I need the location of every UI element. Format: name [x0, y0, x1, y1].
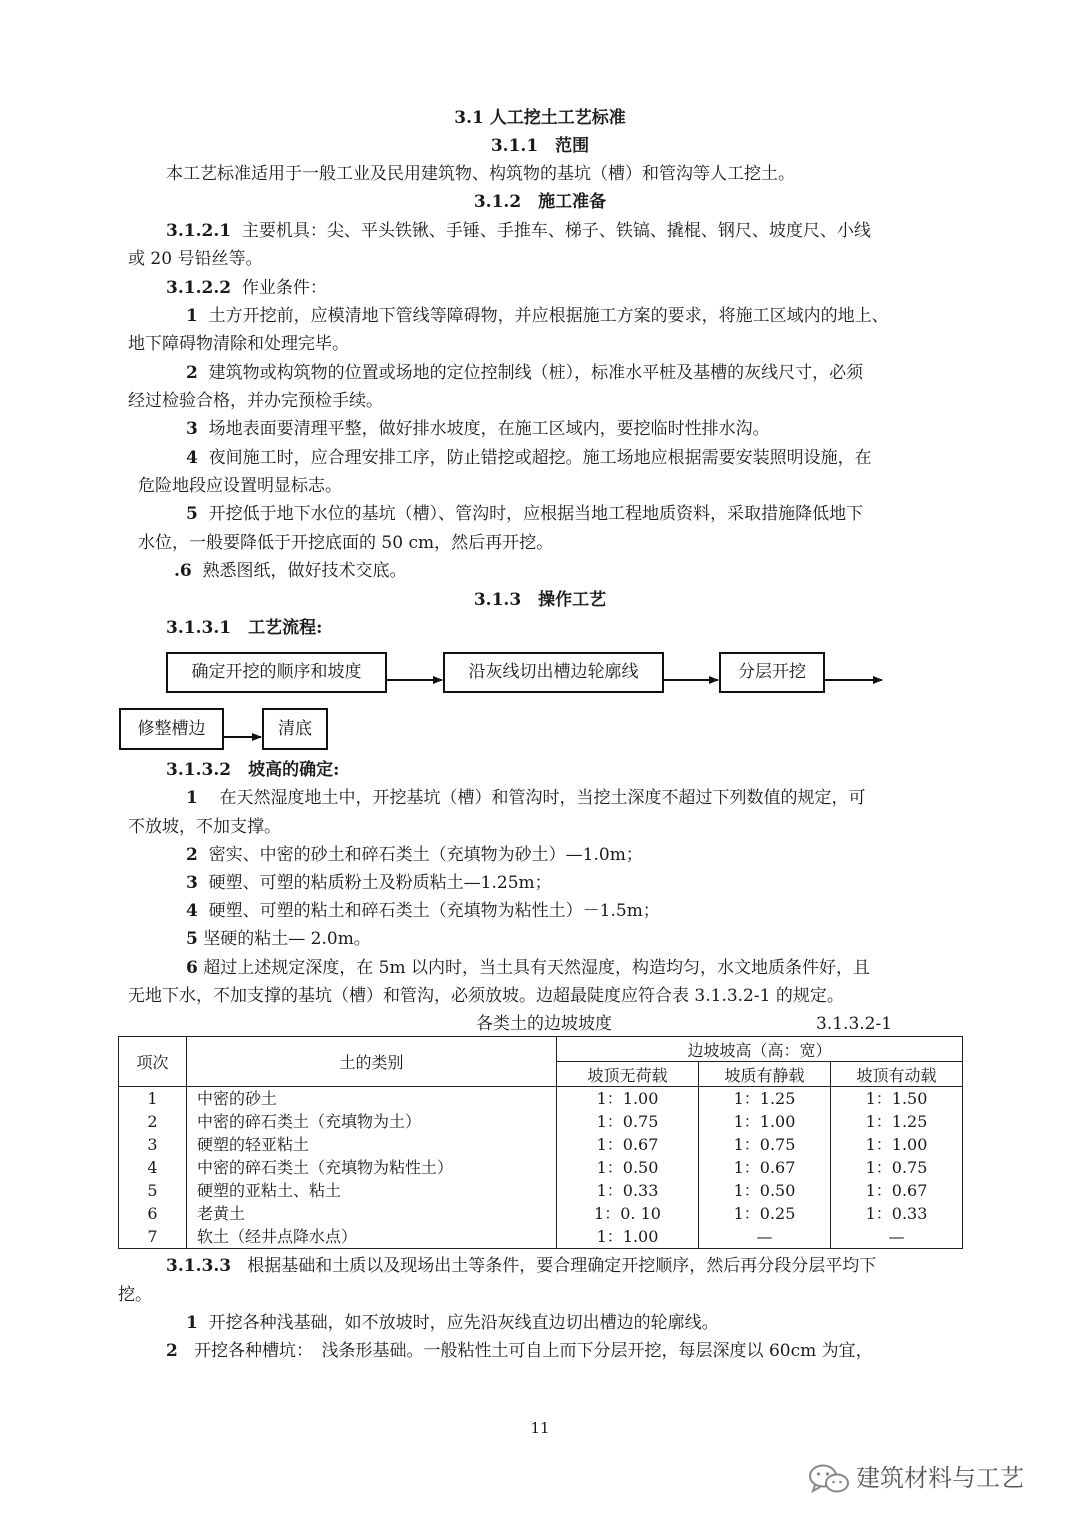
- cell: 1：0.67: [557, 1133, 699, 1156]
- col-header-sub: 坡质有静载: [699, 1062, 831, 1087]
- item-text: 密实、中密的砂土和碎石类土（充填物为砂土）—1.0m；: [208, 845, 643, 865]
- item-number: 5: [186, 929, 198, 949]
- slope-table: [118, 1036, 963, 1249]
- col-header-sub: 坡顶有动载: [831, 1062, 963, 1087]
- cell: 6: [119, 1202, 187, 1225]
- item-text: 熟悉图纸，做好技术交底。: [202, 561, 407, 581]
- cell: 1：1.00: [699, 1110, 831, 1133]
- cell: 1: [119, 1087, 187, 1111]
- item-text: 硬塑、可塑的粘土和碎石类土（充填物为粘性土）－1.5m；: [208, 901, 660, 921]
- col-header-no: 项次: [119, 1037, 187, 1087]
- list-item: [186, 900, 660, 922]
- table-number: 3.1.3.2-1: [816, 1014, 893, 1034]
- table-row: [119, 1202, 963, 1225]
- item-number: 5: [186, 504, 198, 524]
- flow-step-1: 确定开挖的顺序和坡度: [166, 652, 387, 693]
- table-caption: 各类土的边坡坡度: [476, 1014, 612, 1034]
- col-header-type: 土的类别: [187, 1037, 557, 1087]
- item-number: 1: [186, 1313, 198, 1333]
- cell: 7: [119, 1225, 187, 1249]
- cell: 中密的碎石类土（充填物为粘性土）: [187, 1156, 557, 1179]
- list-item-cont: 地下障碍物清除和处理完毕。: [128, 334, 349, 354]
- item-text: 土方开挖前，应模清地下管线等障碍物，并应根据施工方案的要求，将施工区域内的地上、: [208, 306, 889, 326]
- clause-text: 主要机具：尖、平头铁锹、手锤、手推车、梯子、铁镐、撬棍、钢尺、坡度尺、小线: [241, 221, 871, 241]
- flow-step-3: 分层开挖: [719, 652, 825, 693]
- clause-number: 3.1.3.3: [166, 1256, 232, 1276]
- cell: 1：0.67: [699, 1156, 831, 1179]
- watermark: [808, 1458, 1024, 1496]
- item-number: 2: [186, 363, 198, 383]
- cell: 硬塑的亚粘土、粘土: [187, 1179, 557, 1202]
- item-text: 坚硬的粘土— 2.0m。: [203, 929, 371, 949]
- cell: 1：1.00: [557, 1225, 699, 1249]
- cell: 2: [119, 1110, 187, 1133]
- cell: 老黄土: [187, 1202, 557, 1225]
- table-row: [119, 1156, 963, 1179]
- section-heading-3-1-3: 3.1.3 操作工艺: [473, 590, 607, 610]
- page-title: 3.1 人工挖土工艺标准: [454, 108, 626, 128]
- cell: 1：1.00: [557, 1087, 699, 1111]
- cell: 1：0.50: [557, 1156, 699, 1179]
- flow-step-5: 清底: [262, 708, 328, 750]
- section-heading-3-1-1: 3.1.1 范围: [490, 136, 590, 156]
- item-number: 6: [186, 958, 198, 978]
- list-item-cont: 无地下水，不加支撑的基坑（槽）和管沟，必须放坡。边超最陡度应符合表 3.1.3.2-1 的规定。: [128, 986, 844, 1006]
- item-number: .6: [174, 561, 192, 581]
- list-item: [186, 787, 865, 809]
- cell: 1：0. 10: [557, 1202, 699, 1225]
- list-item-cont: 水位，一般要降低于开挖底面的 50 cm，然后再开挖。: [138, 533, 554, 553]
- cell: 1：0.33: [831, 1202, 963, 1225]
- paragraph-scope: 本工艺标准适用于一般工业及民用建筑物、构筑物的基坑（槽）和管沟等人工挖土。: [166, 164, 795, 184]
- flow-step-2: 沿灰线切出槽边轮廓线: [443, 652, 664, 693]
- cell: 1：0.67: [831, 1179, 963, 1202]
- cell: 1：1.00: [831, 1133, 963, 1156]
- slope-heading: 3.1.3.2 坡高的确定:: [166, 760, 340, 780]
- list-item: [186, 844, 643, 866]
- watermark-text: 建筑材料与工艺: [856, 1464, 1024, 1492]
- list-item: [186, 872, 552, 894]
- item-number: 4: [186, 901, 198, 921]
- cell: 1：0.75: [699, 1133, 831, 1156]
- item-text: 超过上述规定深度，在 5m 以内时，当土具有天然湿度，构造均匀，水文地质条件好，且: [203, 958, 870, 978]
- cell: 1：0.75: [557, 1110, 699, 1133]
- list-item-cont: 危险地段应设置明显标志。: [138, 476, 342, 496]
- list-item: [166, 1340, 873, 1362]
- cell: —: [699, 1225, 831, 1249]
- table-row: [119, 1087, 963, 1111]
- flow-step-4: 修整槽边: [119, 708, 224, 750]
- cell: 1：0.33: [557, 1179, 699, 1202]
- clause-text: 作业条件：: [241, 278, 327, 298]
- col-header-sub: 坡顶无荷载: [557, 1062, 699, 1087]
- list-item: [186, 957, 870, 979]
- item-number: 2: [186, 845, 198, 865]
- cell: 软土（经井点降水点）: [187, 1225, 557, 1249]
- clause-number: 3.1.2.2: [166, 278, 232, 298]
- item-text: 建筑物或构筑物的位置或场地的定位控制线（桩），标准水平桩及基槽的灰线尺寸，必须: [208, 363, 864, 383]
- paragraph-3-1-3-3-cont: 挖。: [118, 1285, 152, 1305]
- cell: 1：1.25: [831, 1110, 963, 1133]
- list-item: [186, 928, 371, 950]
- item-number: 3: [186, 419, 198, 439]
- list-item: [186, 1312, 719, 1334]
- item-number: 3: [186, 873, 198, 893]
- table-row: [119, 1133, 963, 1156]
- cell: 1：0.75: [831, 1156, 963, 1179]
- cell: 3: [119, 1133, 187, 1156]
- cell: 中密的碎石类土（充填物为土）: [187, 1110, 557, 1133]
- item-number: 1: [186, 306, 198, 326]
- cell: 硬塑的轻亚粘土: [187, 1133, 557, 1156]
- table-row: [119, 1179, 963, 1202]
- cell: —: [831, 1225, 963, 1249]
- item-text: 开挖各种槽坑： 浅条形基础。一般粘性土可自上而下分层开挖，每层深度以 60cm 为宜，: [194, 1341, 873, 1361]
- paragraph-3-1-2-1-cont: 或 20 号铅丝等。: [128, 249, 263, 269]
- cell: 中密的砂土: [187, 1087, 557, 1111]
- item-text: 开挖各种浅基础，如不放坡时，应先沿灰线直边切出槽边的轮廓线。: [208, 1313, 719, 1333]
- cell: 5: [119, 1179, 187, 1202]
- cell: 1：1.25: [699, 1087, 831, 1111]
- item-number: 1: [186, 788, 198, 808]
- table-row: [119, 1110, 963, 1133]
- section-heading-3-1-2: 3.1.2 施工准备: [473, 192, 607, 212]
- item-text: 硬塑、可塑的粘质粉土及粉质粘土—1.25m；: [208, 873, 552, 893]
- item-number: 4: [186, 448, 198, 468]
- clause-text: 根据基础和土质以及现场出土等条件，要合理确定开挖顺序，然后再分段分层平均下: [247, 1256, 877, 1276]
- paragraph-3-1-3-3: [166, 1255, 876, 1277]
- cell: 4: [119, 1156, 187, 1179]
- item-text: 夜间施工时，应合理安排工序，防止错挖或超挖。施工场地应根据需要安装照明设施，在: [208, 448, 872, 468]
- list-item-cont: 不放坡，不加支撑。: [128, 817, 281, 837]
- clause-number: 3.1.2.1: [166, 221, 232, 241]
- table-row: [119, 1225, 963, 1249]
- cell: 1：1.50: [831, 1087, 963, 1111]
- cell: 1：0.50: [699, 1179, 831, 1202]
- wechat-icon: [808, 1462, 850, 1496]
- item-text: 开挖低于地下水位的基坑（槽）、管沟时，应根据当地工程地质资料，采取措施降低地下: [208, 504, 864, 524]
- item-text: 场地表面要清理平整，做好排水坡度，在施工区域内，要挖临时性排水沟。: [208, 419, 770, 439]
- col-header-group: 边坡坡高（高：宽）: [557, 1037, 963, 1062]
- page-number: 11: [530, 1419, 550, 1437]
- flow-heading: 3.1.3.1 工艺流程:: [166, 618, 323, 638]
- cell: 1：0.25: [699, 1202, 831, 1225]
- list-item-cont: 经过检验合格，并办完预检手续。: [128, 391, 383, 411]
- item-number: 2: [166, 1341, 178, 1361]
- item-text: 在天然湿度地土中，开挖基坑（槽）和管沟时，当挖土深度不超过下列数值的规定，可: [219, 788, 866, 808]
